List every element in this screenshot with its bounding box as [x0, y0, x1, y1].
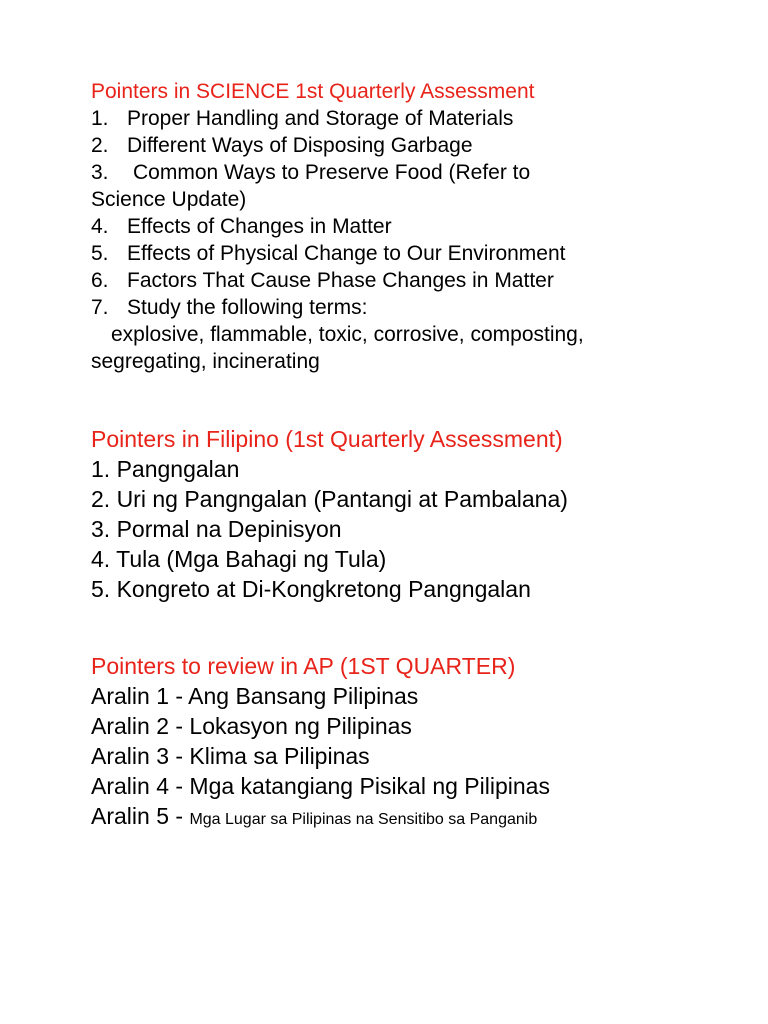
- science-item-7-text: Study the following terms:: [127, 296, 368, 319]
- science-item-7: [91, 294, 748, 321]
- filipino-item-2: 2. Uri ng Pangngalan (Pantangi at Pambalana): [91, 486, 568, 512]
- science-item-7-number: 7.: [91, 296, 109, 319]
- science-heading: Pointers in SCIENCE 1st Quarterly Assessment: [91, 80, 535, 103]
- science-item-5: [91, 240, 748, 267]
- ap-item-4: Aralin 4 - Mga katangiang Pisikal ng Pilipinas: [91, 773, 550, 799]
- science-item-2-number: 2.: [91, 134, 109, 157]
- ap-section: [91, 651, 748, 835]
- filipino-item-5: 5. Kongreto at Di-Kongkretong Pangngalan: [91, 576, 531, 602]
- science-item-5-number: 5.: [91, 242, 109, 265]
- ap-item-5-prefix: Aralin 5 -: [91, 803, 184, 829]
- ap-item-5-text: Mga Lugar sa Pilipinas na Sensitibo sa Panganib: [189, 811, 538, 828]
- science-item-3: [91, 159, 748, 186]
- science-item-4-number: 4.: [91, 215, 109, 238]
- science-item-2-text: Different Ways of Disposing Garbage: [127, 134, 473, 157]
- science-item-3-number: 3.: [91, 161, 109, 184]
- filipino-section: [91, 424, 748, 604]
- ap-item-1: Aralin 1 - Ang Bansang Pilipinas: [91, 683, 419, 709]
- science-item-4-text: Effects of Changes in Matter: [127, 215, 392, 238]
- filipino-item-3: 3. Pormal na Depinisyon: [91, 516, 342, 542]
- science-item-4: [91, 213, 748, 240]
- science-section: [91, 78, 748, 375]
- science-item-6: [91, 267, 748, 294]
- ap-item-3: Aralin 3 - Klima sa Pilipinas: [91, 743, 370, 769]
- science-item-5-text: Effects of Physical Change to Our Environment: [127, 242, 566, 265]
- science-item-1: [91, 105, 748, 132]
- ap-item-5: [91, 801, 748, 835]
- filipino-item-4: 4. Tula (Mga Bahagi ng Tula): [91, 546, 387, 572]
- filipino-heading: Pointers in Filipino (1st Quarterly Assessment): [91, 426, 563, 452]
- ap-heading: Pointers to review in AP (1ST QUARTER): [91, 653, 516, 679]
- science-item-1-number: 1.: [91, 107, 109, 130]
- science-item-2: [91, 132, 748, 159]
- science-terms-line-2: segregating, incinerating: [91, 350, 320, 373]
- science-item-6-number: 6.: [91, 269, 109, 292]
- science-item-6-text: Factors That Cause Phase Changes in Matter: [127, 269, 554, 292]
- filipino-item-1: 1. Pangngalan: [91, 456, 240, 482]
- ap-item-2: Aralin 2 - Lokasyon ng Pilipinas: [91, 713, 412, 739]
- science-terms-line-1: explosive, flammable, toxic, corrosive, composting,: [111, 323, 584, 346]
- science-item-3-text: Common Ways to Preserve Food (Refer to: [133, 161, 531, 184]
- science-item-1-text: Proper Handling and Storage of Materials: [127, 107, 514, 130]
- science-item-3-continuation: Science Update): [91, 188, 247, 211]
